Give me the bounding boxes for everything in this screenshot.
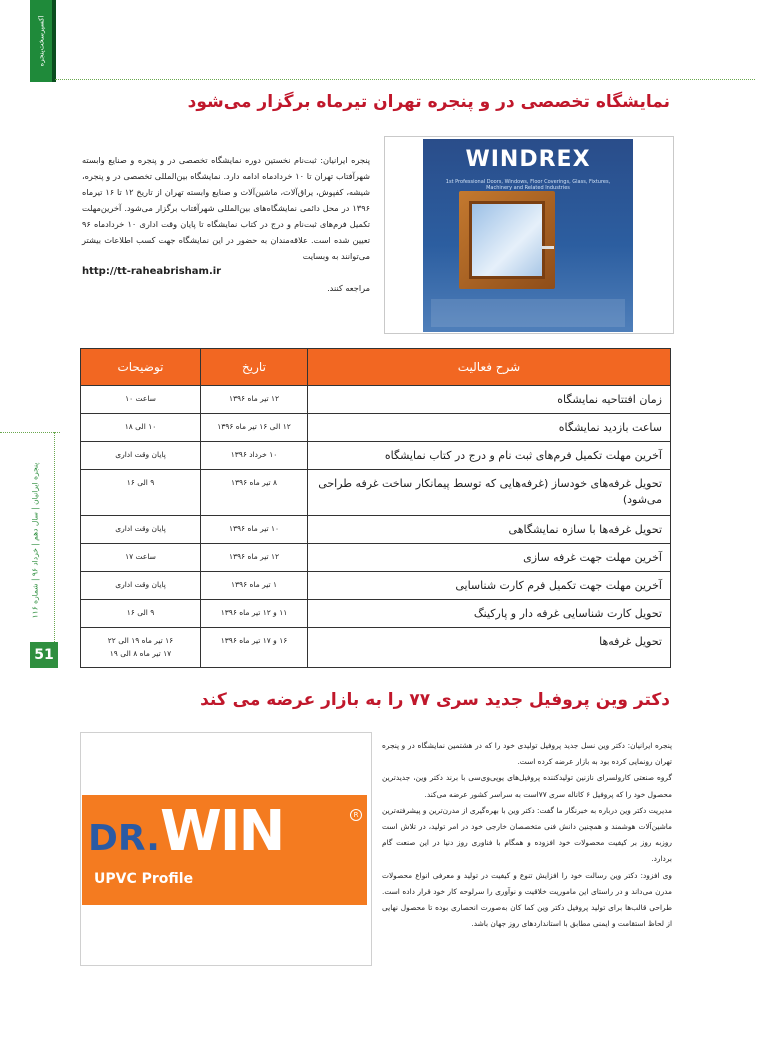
poster-footer-band	[431, 299, 625, 327]
drwin-logo	[88, 799, 283, 864]
article2-body	[382, 738, 672, 932]
cell-activity: زمان افتتاحیه نمایشگاه	[308, 386, 671, 414]
article2-paragraph: گروه صنعتی کارولسرای نازنین تولیدکننده پروفیل‌های یوپی‌وی‌سی با برند دکتر وین، جدیدترین محصول خود را که پروفیل ۶ کاناله سری ۷۷است به سراسر کشور عرضه می‌کند.	[382, 773, 672, 799]
drwin-logo-win: WIN	[159, 799, 284, 864]
cell-date: ۱۶ و ۱۷ تیر ماه ۱۳۹۶	[201, 628, 308, 668]
drwin-logo-dr: DR.	[88, 818, 160, 859]
cell-notes: ساعت ۱۰	[81, 386, 201, 414]
header-activity: شرح فعالیت	[308, 349, 671, 386]
header-notes: توضیحات	[81, 349, 201, 386]
cell-activity: آخرین مهلت جهت تکمیل فرم کارت شناسایی	[308, 572, 671, 600]
article1-body-text: پنجره ایرانیان: ثبت‌نام نخستین دوره نمایشگاه تخصصی در و پنجره و صنایع وابسته شهرآفتاب تهران تا ۱۰ خردادماه ادامه دارد. نمایشگاه بین‌المللی تخصصی در و پنجره، شیشه، کفپوش، یراق‌آلات، ماشین‌آلات و صنایع وابسته تهران از تاریخ ۱۲ تا ۱۶ تیرماه ۱۳۹۶ در محل دائمی نمایشگاه‌های بین‌المللی شهرآفتاب برگزار می‌شود. آخرین‌مهلت تکمیل فرم‌های ثبت‌نام و درج در کتاب نمایشگاه تا پایان وقت اداری ۱۰ خردادماه ۹۶ تعیین شده است. علاقه‌مندان به حضور در این نمایشگاه جهت کسب اطلاعات بیشتر می‌توانند به وبسایت	[82, 155, 370, 261]
poster-subtitle: 1st Professional Doors, Windows, Floor Coverings, Glass, Fixtures, Machinery and Related Industries	[445, 179, 611, 191]
article1-title: نمایشگاه تخصصی در و پنجره تهران تیرماه برگزار می‌شود	[187, 92, 670, 112]
table-row	[81, 600, 671, 628]
schedule-header-row	[81, 349, 671, 386]
cell-date: ۱ تیر ماه ۱۳۹۶	[201, 572, 308, 600]
top-dotted-rule	[55, 79, 755, 80]
side-dotted-rule	[0, 432, 60, 433]
table-row	[81, 386, 671, 414]
cell-date: ۱۲ تیر ماه ۱۳۹۶	[201, 544, 308, 572]
schedule-table	[80, 348, 671, 668]
article1-body-end: مراجعه کنند.	[327, 283, 370, 293]
cell-notes-line1: ۱۶ تیر ماه ۱۹ الی ۲۲	[107, 636, 174, 645]
registered-mark-icon: R	[350, 809, 362, 821]
cell-notes: پایان وقت اداری	[81, 442, 201, 470]
cell-notes: پایان وقت اداری	[81, 516, 201, 544]
article2-paragraph: وی افزود: دکتر وین رسالت خود را افزایش تنوع و کیفیت در تولید و معرفی انواع محصولات مدرن می‌داند و در راستای این ماموریت خلاقیت و نوآوری را سرلوحه کار خود قرار داده است. طراحی قالب‌ها برای تولید پروفیل دکتر وین کما کان به‌صورت انحصاری بوده تا محصول نهایی از لحاظ استقامت و ایمنی مطابق با استانداردهای روز جهان باشد.	[382, 870, 672, 929]
section-tab-edge	[52, 0, 56, 82]
cell-notes-line2: ۱۷ تیر ماه ۸ الی ۱۹	[109, 649, 172, 658]
cell-activity: آخرین مهلت جهت غرفه سازی	[308, 544, 671, 572]
poster-title: WINDREX	[465, 147, 591, 172]
table-row	[81, 470, 671, 516]
cell-notes: ۹ الی ۱۶	[81, 470, 201, 516]
cell-date: ۱۱ و ۱۲ تیر ماه ۱۳۹۶	[201, 600, 308, 628]
cell-date: ۱۰ خرداد ۱۳۹۶	[201, 442, 308, 470]
cell-date: ۱۲ تیر ماه ۱۳۹۶	[201, 386, 308, 414]
table-row	[81, 442, 671, 470]
article1-body	[82, 152, 370, 296]
drwin-tagline: UPVC Profile	[94, 871, 194, 887]
cell-notes: ساعت ۱۷	[81, 544, 201, 572]
table-row	[81, 544, 671, 572]
cell-activity: تحویل غرفه‌ها	[308, 628, 671, 668]
cell-activity: آخرین مهلت تکمیل فرم‌های ثبت نام و درج در کتاب نمایشگاه	[308, 442, 671, 470]
article1-url[interactable]: http://tt-raheabrisham.ir	[82, 266, 222, 277]
window-frame-illustration	[459, 191, 555, 289]
cell-activity: تحویل غرفه‌های خودساز (غرفه‌هایی که توسط پیمانکار ساخت غرفه طراحی می‌شود)	[308, 470, 671, 516]
drwin-logo-image	[82, 795, 367, 905]
section-tab	[30, 0, 52, 82]
page-number: 51	[30, 642, 58, 668]
cell-date: ۱۲ الی ۱۶ تیر ماه ۱۳۹۶	[201, 414, 308, 442]
table-row	[81, 628, 671, 668]
table-row	[81, 572, 671, 600]
issue-caption-wrap	[20, 440, 50, 640]
cell-notes: ۹ الی ۱۶	[81, 600, 201, 628]
issue-caption: پنجره ایرانیان | سال دهم | خرداد ۹۶ | شماره ۱۱۶	[30, 462, 40, 618]
window-handle	[542, 246, 554, 249]
article2-paragraph: مدیریت دکتر وین درباره به خبرنگار ما گفت: دکتر وین با بهره‌گیری از مدرن‌ترین و پیشرفته‌ترین ماشین‌آلات هوشمند و همچنین دانش فنی متخصصان خارجی خود در امر تولید، در تلاش است روزبه روز بر کیفیت محصولات خود افزوده و همگام با فناوری روز دنیا در این صنعت گام بردارد.	[382, 805, 672, 864]
cell-notes: پایان وقت اداری	[81, 572, 201, 600]
cell-date: ۸ تیر ماه ۱۳۹۶	[201, 470, 308, 516]
windrex-poster-image	[423, 139, 633, 332]
header-date: تاریخ	[201, 349, 308, 386]
table-row	[81, 414, 671, 442]
cell-activity: تحویل غرفه‌ها با سازه نمایشگاهی	[308, 516, 671, 544]
cell-notes	[81, 628, 201, 668]
section-tab-label: اکسپرسخت‌پنجره	[37, 15, 45, 67]
cell-date: ۱۰ تیر ماه ۱۳۹۶	[201, 516, 308, 544]
article2-title: دکتر وین پروفیل جدید سری ۷۷ را به بازار عرضه می کند	[200, 690, 670, 710]
article2-paragraph: پنجره ایرانیان: دکتر وین نسل جدید پروفیل تولیدی خود را که در هشتمین نمایشگاه در و پنجره تهران رونمایی کرده بود به بازار عرضه کرده است.	[382, 741, 672, 767]
section-tab-label-wrap	[30, 0, 52, 82]
table-row	[81, 516, 671, 544]
cell-activity: تحویل کارت شناسایی غرفه دار و پارکینگ	[308, 600, 671, 628]
window-glass	[469, 201, 545, 279]
cell-notes: ۱۰ الی ۱۸	[81, 414, 201, 442]
side-dotted-line	[54, 432, 55, 652]
cell-activity: ساعت بازدید نمایشگاه	[308, 414, 671, 442]
